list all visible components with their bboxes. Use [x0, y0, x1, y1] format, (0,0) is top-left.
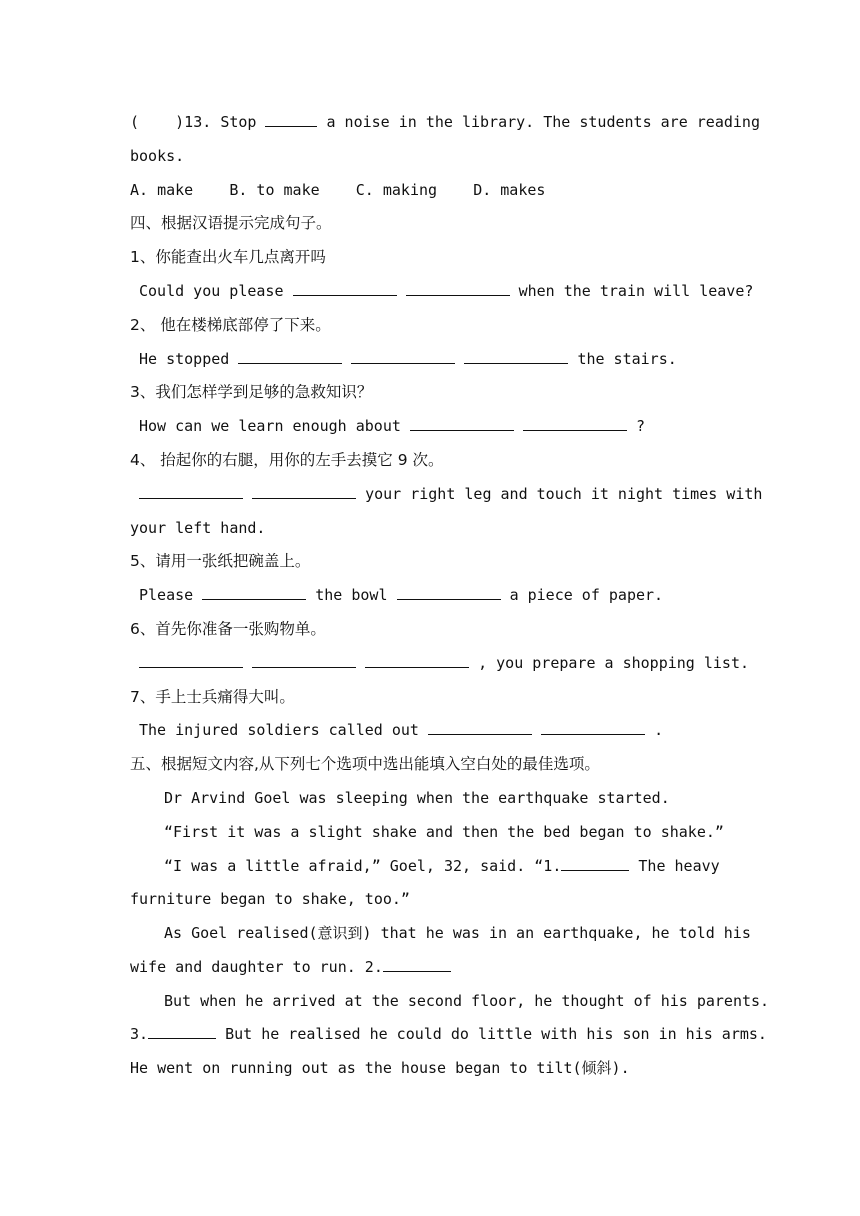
para-3-text-b: The heavy: [638, 857, 720, 875]
q13-options: [130, 180, 545, 200]
option-c: C. making: [355, 181, 438, 199]
section-5-heading: 五、根据短文内容,从下列七个选项中选出能填入空白处的最佳选项。: [130, 755, 600, 773]
item-5-chinese: 5、请用一张纸把碗盖上。: [130, 552, 311, 570]
question-13-line: [130, 112, 760, 132]
option-a: A. make: [130, 181, 194, 199]
item-3-chinese: 3、我们怎样学到足够的急救知识？: [130, 383, 373, 401]
passage-blank-3[interactable]: [148, 1024, 216, 1039]
item-2-english: [139, 349, 677, 369]
item-1-blank-1[interactable]: [293, 281, 397, 296]
item-7-text-a: The injured soldiers called out: [139, 721, 419, 739]
item-5-text-b: the bowl: [315, 586, 388, 604]
item-5-text-c: a piece of paper.: [509, 586, 664, 604]
item-5-blank-1[interactable]: [202, 585, 306, 600]
passage-blank-1[interactable]: [561, 856, 629, 871]
item-6-blank-3[interactable]: [365, 653, 469, 668]
passage-para-4-cont: [130, 957, 451, 977]
item-4-blank-2[interactable]: [252, 484, 356, 499]
item-1-chinese: 1、你能查出火车几点离开吗: [130, 248, 326, 266]
item-3-text-a: How can we learn enough about: [139, 417, 401, 435]
para-4-text-b: wife and daughter to run. 2.: [130, 958, 383, 976]
para-3-text-a: “I was a little afraid,” Goel, 32, said. “1.: [164, 857, 562, 875]
passage-para-4: As Goel realised(意识到) that he was in an earthquake, he told his: [164, 924, 751, 942]
item-3-english: [139, 416, 645, 436]
item-6-text-a: , you prepare a shopping list.: [478, 654, 750, 672]
q13-stem-b: a noise in the library. The students are reading: [326, 113, 760, 131]
q13-stem-a: Stop: [220, 113, 257, 131]
item-4-text-b: your left hand.: [130, 519, 266, 537]
item-1-blank-2[interactable]: [406, 281, 510, 296]
passage-para-3: [164, 856, 720, 876]
passage-para-3-cont: furniture began to shake, too.”: [130, 890, 410, 908]
item-6-chinese: 6、首先你准备一张购物单。: [130, 620, 326, 638]
item-6-blank-2[interactable]: [252, 653, 356, 668]
item-3-blank-2[interactable]: [523, 416, 627, 431]
item-5-text-a: Please: [139, 586, 194, 604]
q13-stem-c: books.: [130, 147, 185, 165]
option-b: B. to make: [229, 181, 320, 199]
q13-bracket: ( )13.: [130, 113, 212, 131]
passage-blank-2[interactable]: [383, 957, 451, 972]
item-7-chinese: 7、手上士兵痛得大叫。: [130, 688, 295, 706]
passage-para-2: “First it was a slight shake and then the bed began to shake.”: [164, 823, 724, 841]
item-7-blank-2[interactable]: [541, 720, 645, 735]
q13-blank[interactable]: [265, 112, 317, 127]
passage-para-1: Dr Arvind Goel was sleeping when the earthquake started.: [164, 789, 670, 807]
passage-para-5-cont: [130, 1024, 767, 1044]
item-6-english: [139, 653, 749, 673]
item-1-english: [139, 281, 753, 301]
option-d: D. makes: [473, 181, 546, 199]
item-4-text-a: your right leg and touch it night times with: [365, 485, 763, 503]
item-7-blank-1[interactable]: [428, 720, 532, 735]
item-2-blank-2[interactable]: [351, 349, 455, 364]
section-4-heading: 四、根据汉语提示完成句子。: [130, 214, 332, 232]
item-3-blank-1[interactable]: [410, 416, 514, 431]
item-3-text-b: ?: [636, 417, 646, 435]
item-1-text-a: Could you please: [139, 282, 284, 300]
item-6-blank-1[interactable]: [139, 653, 243, 668]
item-2-blank-3[interactable]: [464, 349, 568, 364]
item-2-chinese: 2、 他在楼梯底部停了下来。: [130, 316, 331, 334]
item-4-chinese: 4、 抬起你的右腿，用你的左手去摸它 9 次。: [130, 451, 444, 469]
passage-para-5: But when he arrived at the second floor, he thought of his parents.: [164, 992, 770, 1010]
item-7-text-b: .: [654, 721, 664, 739]
item-2-text-a: He stopped: [139, 350, 230, 368]
item-4-blank-1[interactable]: [139, 484, 243, 499]
para-5-num: 3.: [130, 1025, 149, 1043]
passage-para-5-end: He went on running out as the house began to tilt(倾斜).: [130, 1059, 630, 1077]
item-2-blank-1[interactable]: [238, 349, 342, 364]
item-5-english: [139, 585, 663, 605]
item-2-text-b: the stairs.: [577, 350, 677, 368]
para-5-text-b: But he realised he could do little with his son in his arms.: [225, 1025, 767, 1043]
item-5-blank-2[interactable]: [397, 585, 501, 600]
item-7-english: [139, 720, 663, 740]
item-1-text-b: when the train will leave?: [518, 282, 754, 300]
item-4-english: [139, 484, 762, 504]
